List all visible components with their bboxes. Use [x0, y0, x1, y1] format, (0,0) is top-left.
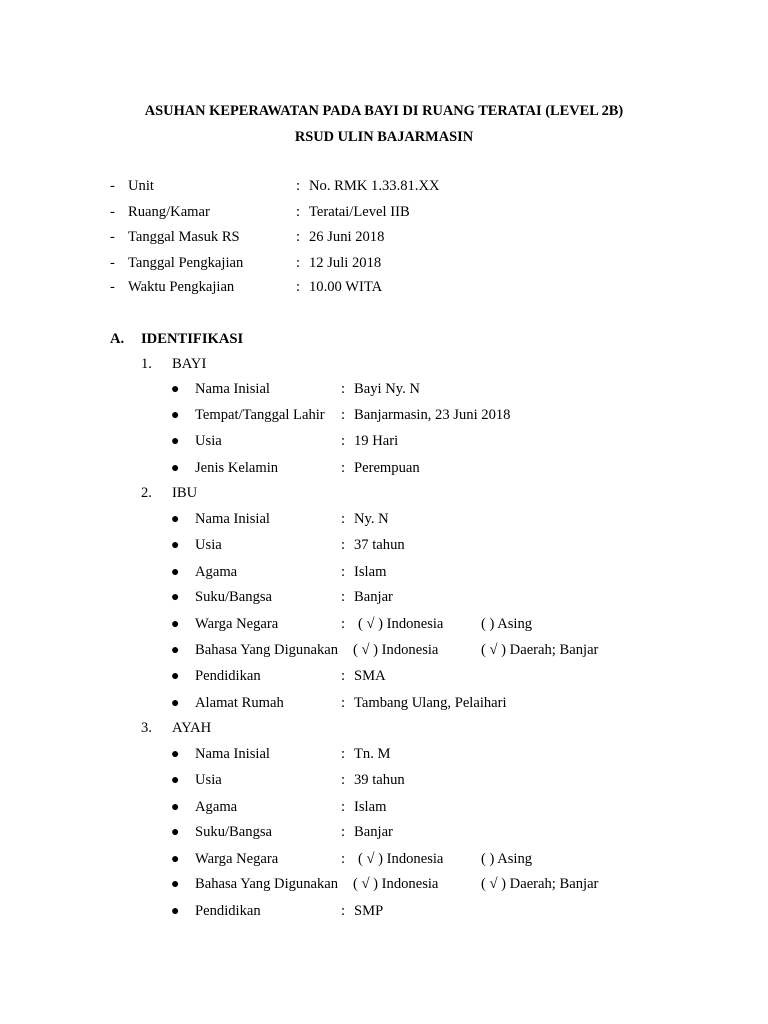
bullet-icon: ● [171, 747, 180, 762]
field-value: 37 tahun [354, 537, 405, 553]
bullet-icon: ● [171, 538, 180, 553]
field-label: Nama Inisial [195, 511, 270, 527]
document-subtitle: RSUD ULIN BAJARMASIN [294, 129, 474, 145]
bullet-icon: ● [171, 643, 180, 658]
header-value: No. RMK 1.33.81.XX [309, 178, 440, 194]
colon: : [341, 433, 346, 449]
bullet-icon: ● [171, 800, 180, 815]
field-value: SMA [354, 668, 386, 684]
header-value: 12 Juli 2018 [309, 255, 382, 271]
section-letter: A. [110, 331, 125, 347]
bullet-icon: ● [171, 461, 180, 476]
field-label: Tempat/Tanggal Lahir [195, 407, 325, 423]
field-value: Banjar [354, 589, 393, 605]
colon: : [341, 824, 346, 840]
field-label: Warga Negara [195, 851, 279, 867]
colon: : [341, 589, 346, 605]
bullet-icon: ● [171, 512, 180, 527]
colon: : [341, 695, 346, 711]
subsection-number: 3. [141, 720, 152, 736]
field-value: Islam [354, 564, 387, 580]
colon: : [296, 229, 301, 245]
bullet-icon: ● [171, 382, 180, 397]
colon: : [341, 799, 346, 815]
option-daerah: ( √ ) Daerah; Banjar [481, 876, 599, 892]
field-value: Bayi Ny. N [354, 381, 420, 397]
document-title: ASUHAN KEPERAWATAN PADA BAYI DI RUANG TERATAI (LEVEL 2B) [144, 103, 624, 119]
field-label: Bahasa Yang Digunakan [195, 642, 339, 658]
field-value: Islam [354, 799, 387, 815]
field-label: Suku/Bangsa [195, 824, 273, 840]
colon: : [341, 903, 346, 919]
field-label: Agama [195, 799, 238, 815]
subsection-number: 1. [141, 356, 152, 372]
field-label: Usia [195, 537, 222, 553]
option-indonesia: ( √ ) Indonesia [353, 642, 439, 658]
header-label: Waktu Pengkajian [128, 279, 235, 295]
field-label: Alamat Rumah [195, 695, 284, 711]
field-value: Ny. N [354, 511, 389, 527]
colon: : [296, 279, 301, 295]
colon: : [341, 668, 346, 684]
dash: - [110, 204, 115, 220]
option-asing: ( ) Asing [481, 616, 533, 632]
bullet-icon: ● [171, 434, 180, 449]
header-value: 10.00 WITA [309, 279, 383, 295]
subsection-title-ayah: AYAH [172, 720, 212, 736]
colon: : [341, 537, 346, 553]
colon: : [341, 746, 346, 762]
header-value: Teratai/Level IIB [309, 204, 410, 220]
colon: : [341, 564, 346, 580]
bullet-icon: ● [171, 696, 180, 711]
option-daerah: ( √ ) Daerah; Banjar [481, 642, 599, 658]
field-label: Pendidikan [195, 903, 261, 919]
header-label: Ruang/Kamar [128, 204, 210, 220]
colon: : [296, 255, 301, 271]
dash: - [110, 229, 115, 245]
field-value: SMP [354, 903, 384, 919]
dash: - [110, 178, 115, 194]
subsection-title-bayi: BAYI [172, 356, 207, 372]
colon: : [341, 851, 346, 867]
section-title: IDENTIFIKASI [141, 331, 244, 347]
colon: : [296, 204, 301, 220]
subsection-number: 2. [141, 485, 152, 501]
bullet-icon: ● [171, 565, 180, 580]
colon: : [341, 460, 346, 476]
option-indonesia: ( √ ) Indonesia [358, 616, 444, 632]
field-label: Nama Inisial [195, 381, 270, 397]
bullet-icon: ● [171, 590, 180, 605]
colon: : [341, 616, 346, 632]
colon: : [341, 772, 346, 788]
bullet-icon: ● [171, 617, 180, 632]
option-asing: ( ) Asing [481, 851, 533, 867]
field-label: Nama Inisial [195, 746, 270, 762]
field-value: Perempuan [354, 460, 420, 476]
option-indonesia: ( √ ) Indonesia [358, 851, 444, 867]
field-label: Usia [195, 772, 222, 788]
bullet-icon: ● [171, 904, 180, 919]
subsection-title-ibu: IBU [172, 485, 198, 501]
option-indonesia: ( √ ) Indonesia [353, 876, 439, 892]
header-label: Unit [128, 178, 154, 194]
field-value: Tn. M [354, 746, 391, 762]
field-value: 39 tahun [354, 772, 405, 788]
field-label: Agama [195, 564, 238, 580]
colon: : [341, 381, 346, 397]
field-value: Banjarmasin, 23 Juni 2018 [354, 407, 511, 423]
colon: : [341, 407, 346, 423]
field-value: 19 Hari [354, 433, 399, 449]
colon: : [341, 511, 346, 527]
field-label: Suku/Bangsa [195, 589, 273, 605]
dash: - [110, 255, 115, 271]
bullet-icon: ● [171, 877, 180, 892]
field-label: Bahasa Yang Digunakan [195, 876, 339, 892]
header-label: Tanggal Pengkajian [128, 255, 244, 271]
bullet-icon: ● [171, 852, 180, 867]
field-label: Warga Negara [195, 616, 279, 632]
bullet-icon: ● [171, 408, 180, 423]
field-label: Jenis Kelamin [195, 460, 279, 476]
header-value: 26 Juni 2018 [309, 229, 385, 245]
field-value: Tambang Ulang, Pelaihari [354, 695, 507, 711]
dash: - [110, 279, 115, 295]
field-value: Banjar [354, 824, 393, 840]
bullet-icon: ● [171, 825, 180, 840]
bullet-icon: ● [171, 669, 180, 684]
colon: : [296, 178, 301, 194]
field-label: Usia [195, 433, 222, 449]
field-label: Pendidikan [195, 668, 261, 684]
header-label: Tanggal Masuk RS [128, 229, 240, 245]
bullet-icon: ● [171, 773, 180, 788]
